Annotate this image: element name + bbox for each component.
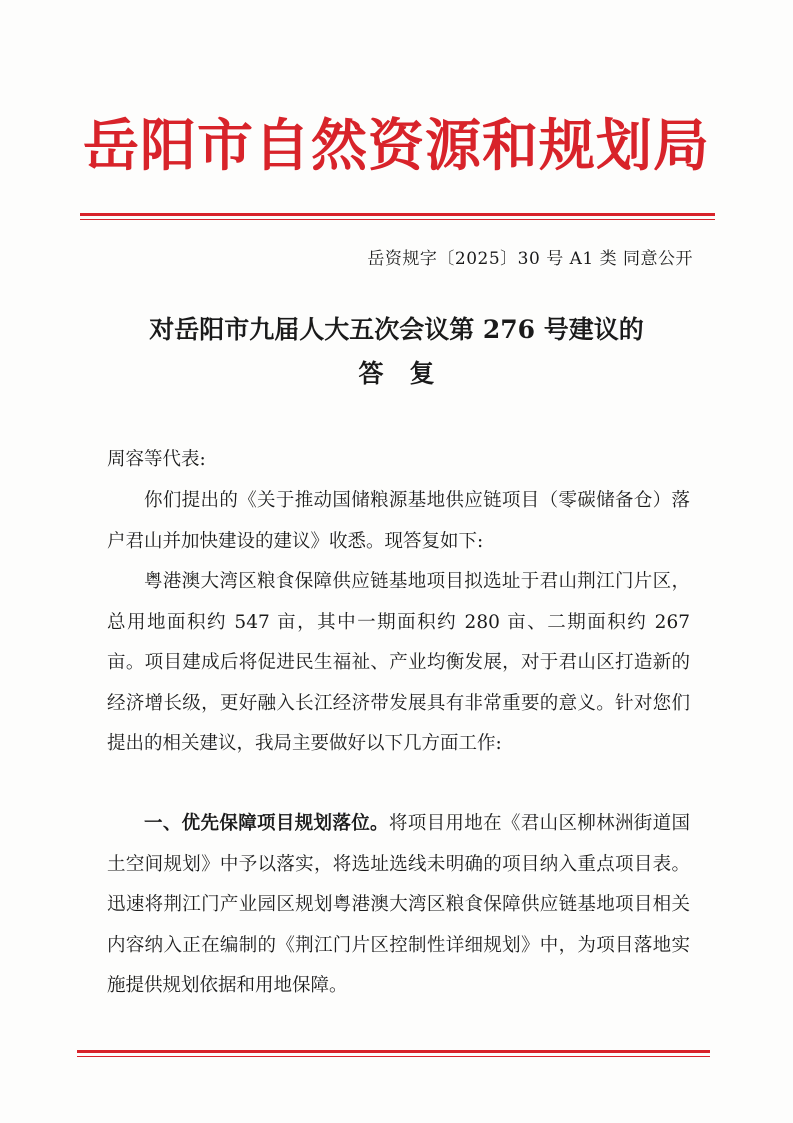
paragraph-3-text: 将项目用地在《君山区柳林洲街道国土空间规划》中予以落实，将选址选线未明确的项目纳入重点项目表。迅速将荆江门产业园区规划粤港澳大湾区粮食保障供应链基地项目相关内容纳入正在编制的《荆江门片区控制性详细规划》中，为项目落地实施提供规划依据和用地保障。: [107, 813, 690, 996]
salutation: 周容等代表:: [107, 449, 206, 470]
paragraph-1: 你们提出的《关于推动国储粮源基地供应链项目（零碳储备仓）落户君山并加快建设的建议》收悉。现答复如下:: [107, 490, 690, 552]
paragraph-2: 粤港澳大湾区粮食保障供应链基地项目拟选址于君山荆江门片区，总用地面积约 547 亩，其中一期面积约 280 亩、二期面积约 267 亩。项目建成后将促进民生福祉、产业均衡发展，对于君山区打造新的经济增长级，更好融入长江经济带发展具有非常重要的意义。针对您们提出的相关建议，我局主要做好以下几方面工作:: [107, 571, 690, 754]
footer-red-rule: [77, 1050, 710, 1057]
document-title-line2: 答复: [358, 359, 461, 388]
document-title-line1: 对岳阳市九届人大五次会议第 276 号建议的: [149, 315, 644, 344]
paragraph-3: [107, 804, 690, 1007]
agency-masthead: 岳阳市自然资源和规划局: [83, 114, 710, 179]
paragraph-3-heading: 一、优先保障项目规划落位。: [144, 813, 389, 834]
document-number: 岳资规字〔2025〕30 号 A1 类 同意公开: [367, 249, 693, 269]
masthead-red-rule: [80, 213, 715, 220]
